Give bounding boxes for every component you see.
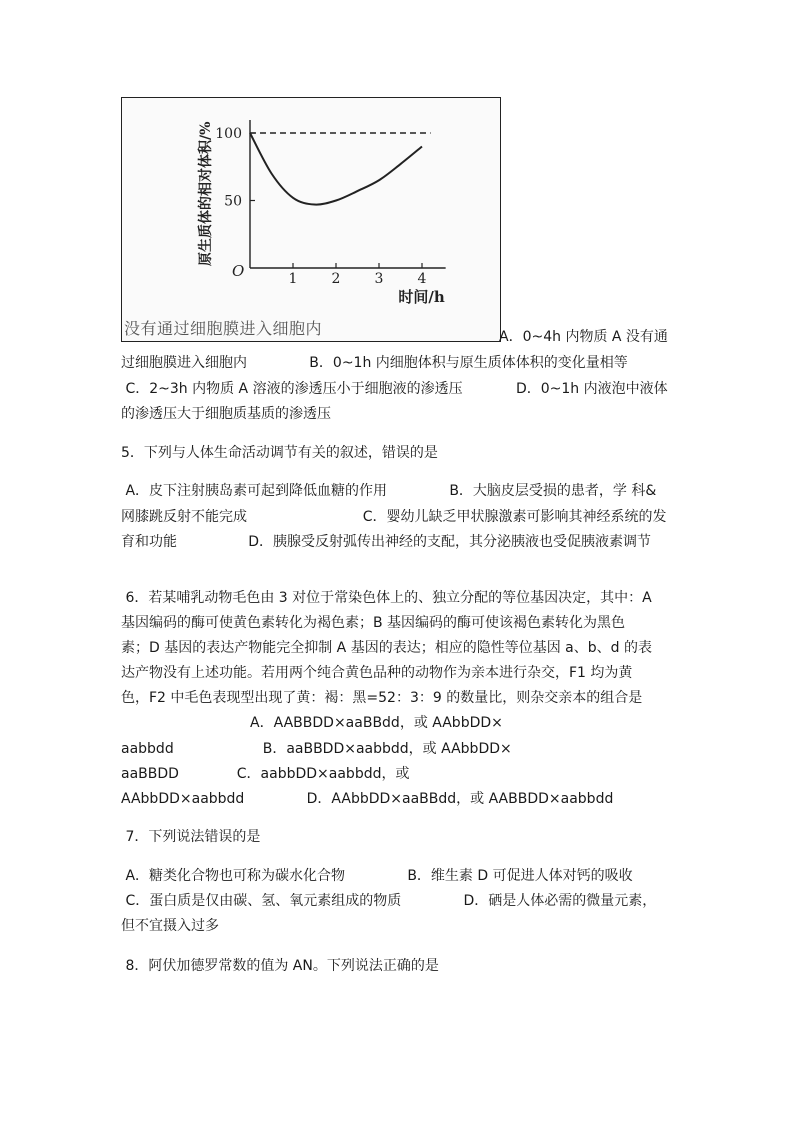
q5-options-line2: 网膝跳反射不能完成 C．婴幼儿缺乏甲状腺激素可影响其神经系统的发	[121, 509, 667, 525]
q6-options-line3: aaBBDD C．aabbDD×aabbdd，或	[121, 766, 410, 782]
x-tick-label: 1	[288, 271, 298, 287]
q7-options-line3: 但不宜摄入过多	[121, 918, 219, 934]
q6-stem-line5: 色，F2 中毛色表现型出现了黄：褐：黑=52：3：9 的数量比，则杂交亲本的组合是	[121, 690, 643, 706]
q4-option-d-cont: 的渗透压大于细胞质基质的渗透压	[121, 406, 331, 422]
q6-stem-line1: 6．若某哺乳动物毛色由 3 对位于常染色体上的、独立分配的等位基因决定，其中：A	[121, 590, 652, 606]
line-chart	[122, 98, 500, 341]
x-tick-label: 2	[331, 271, 341, 287]
q7-options-line2: C．蛋白质是仅由碳、氢、氧元素组成的物质 D．硒是人体必需的微量元素，	[121, 893, 657, 909]
osmosis-graph-figure	[121, 97, 501, 342]
q6-options-line1: A．AABBDD×aaBBdd，或 AAbbDD×	[121, 715, 503, 731]
q7-options-line1: A．糖类化合物也可称为碳水化合物 B．维生素 D 可促进人体对钙的吸收	[121, 868, 633, 884]
x-tick-label: 3	[374, 271, 384, 287]
q6-stem-line3: 素；D 基因的表达产物能完全抑制 A 基因的表达；相应的隐性等位基因 a、b、d 的表	[121, 640, 652, 656]
q6-stem-line4: 达产物没有上述功能。若用两个纯合黄色品种的动物作为亲本进行杂交，F1 均为黄	[121, 665, 633, 681]
x-tick-label: 4	[417, 271, 427, 287]
q6-options-line2: aabbdd B．aaBBDD×aabbdd，或 AAbbDD×	[121, 741, 512, 757]
figure-caption: 没有通过细胞膜进入细胞内	[124, 319, 323, 338]
q5-stem: 5．下列与人体生命活动调节有关的叙述，错误的是	[121, 445, 438, 461]
q6-stem-line2: 基因编码的酶可使黄色素转化为褐色素；B 基因编码的酶可使该褐色素转化为黑色	[121, 615, 626, 631]
volume-curve	[250, 133, 422, 205]
q7-stem: 7．下列说法错误的是	[121, 829, 261, 845]
q8-stem: 8．阿伏加德罗常数的值为 AN。下列说法正确的是	[121, 958, 439, 974]
q4-option-c-line: C．2~3h 内物质 A 溶液的渗透压小于细胞液的渗透压 D．0~1h 内液泡中液体	[121, 381, 668, 397]
x-axis-label: 时间/h	[398, 288, 445, 306]
q4-option-b-line: 过细胞膜进入细胞内 B．0~1h 内细胞体积与原生质体体积的变化量相等	[121, 355, 628, 371]
q4-option-a-start: A．0~4h 内物质 A 没有通	[499, 329, 668, 345]
q6-options-line4: AAbbDD×aabbdd D．AAbbDD×aaBBdd，或 AABBDD×aabbdd	[121, 791, 614, 807]
y-tick-label: 100	[215, 126, 242, 142]
origin-label: O	[232, 262, 245, 280]
q5-options-line1: A．皮下注射胰岛素可起到降低血糖的作用 B．大脑皮层受损的患者，学 科&	[121, 483, 657, 499]
q5-options-line3: 育和功能 D．胰腺受反射弧传出神经的支配，其分泌胰液也受促胰液素调节	[121, 534, 651, 550]
y-tick-label: 50	[224, 193, 242, 210]
y-axis-label: 原生质体的相对体积/%	[198, 121, 214, 266]
